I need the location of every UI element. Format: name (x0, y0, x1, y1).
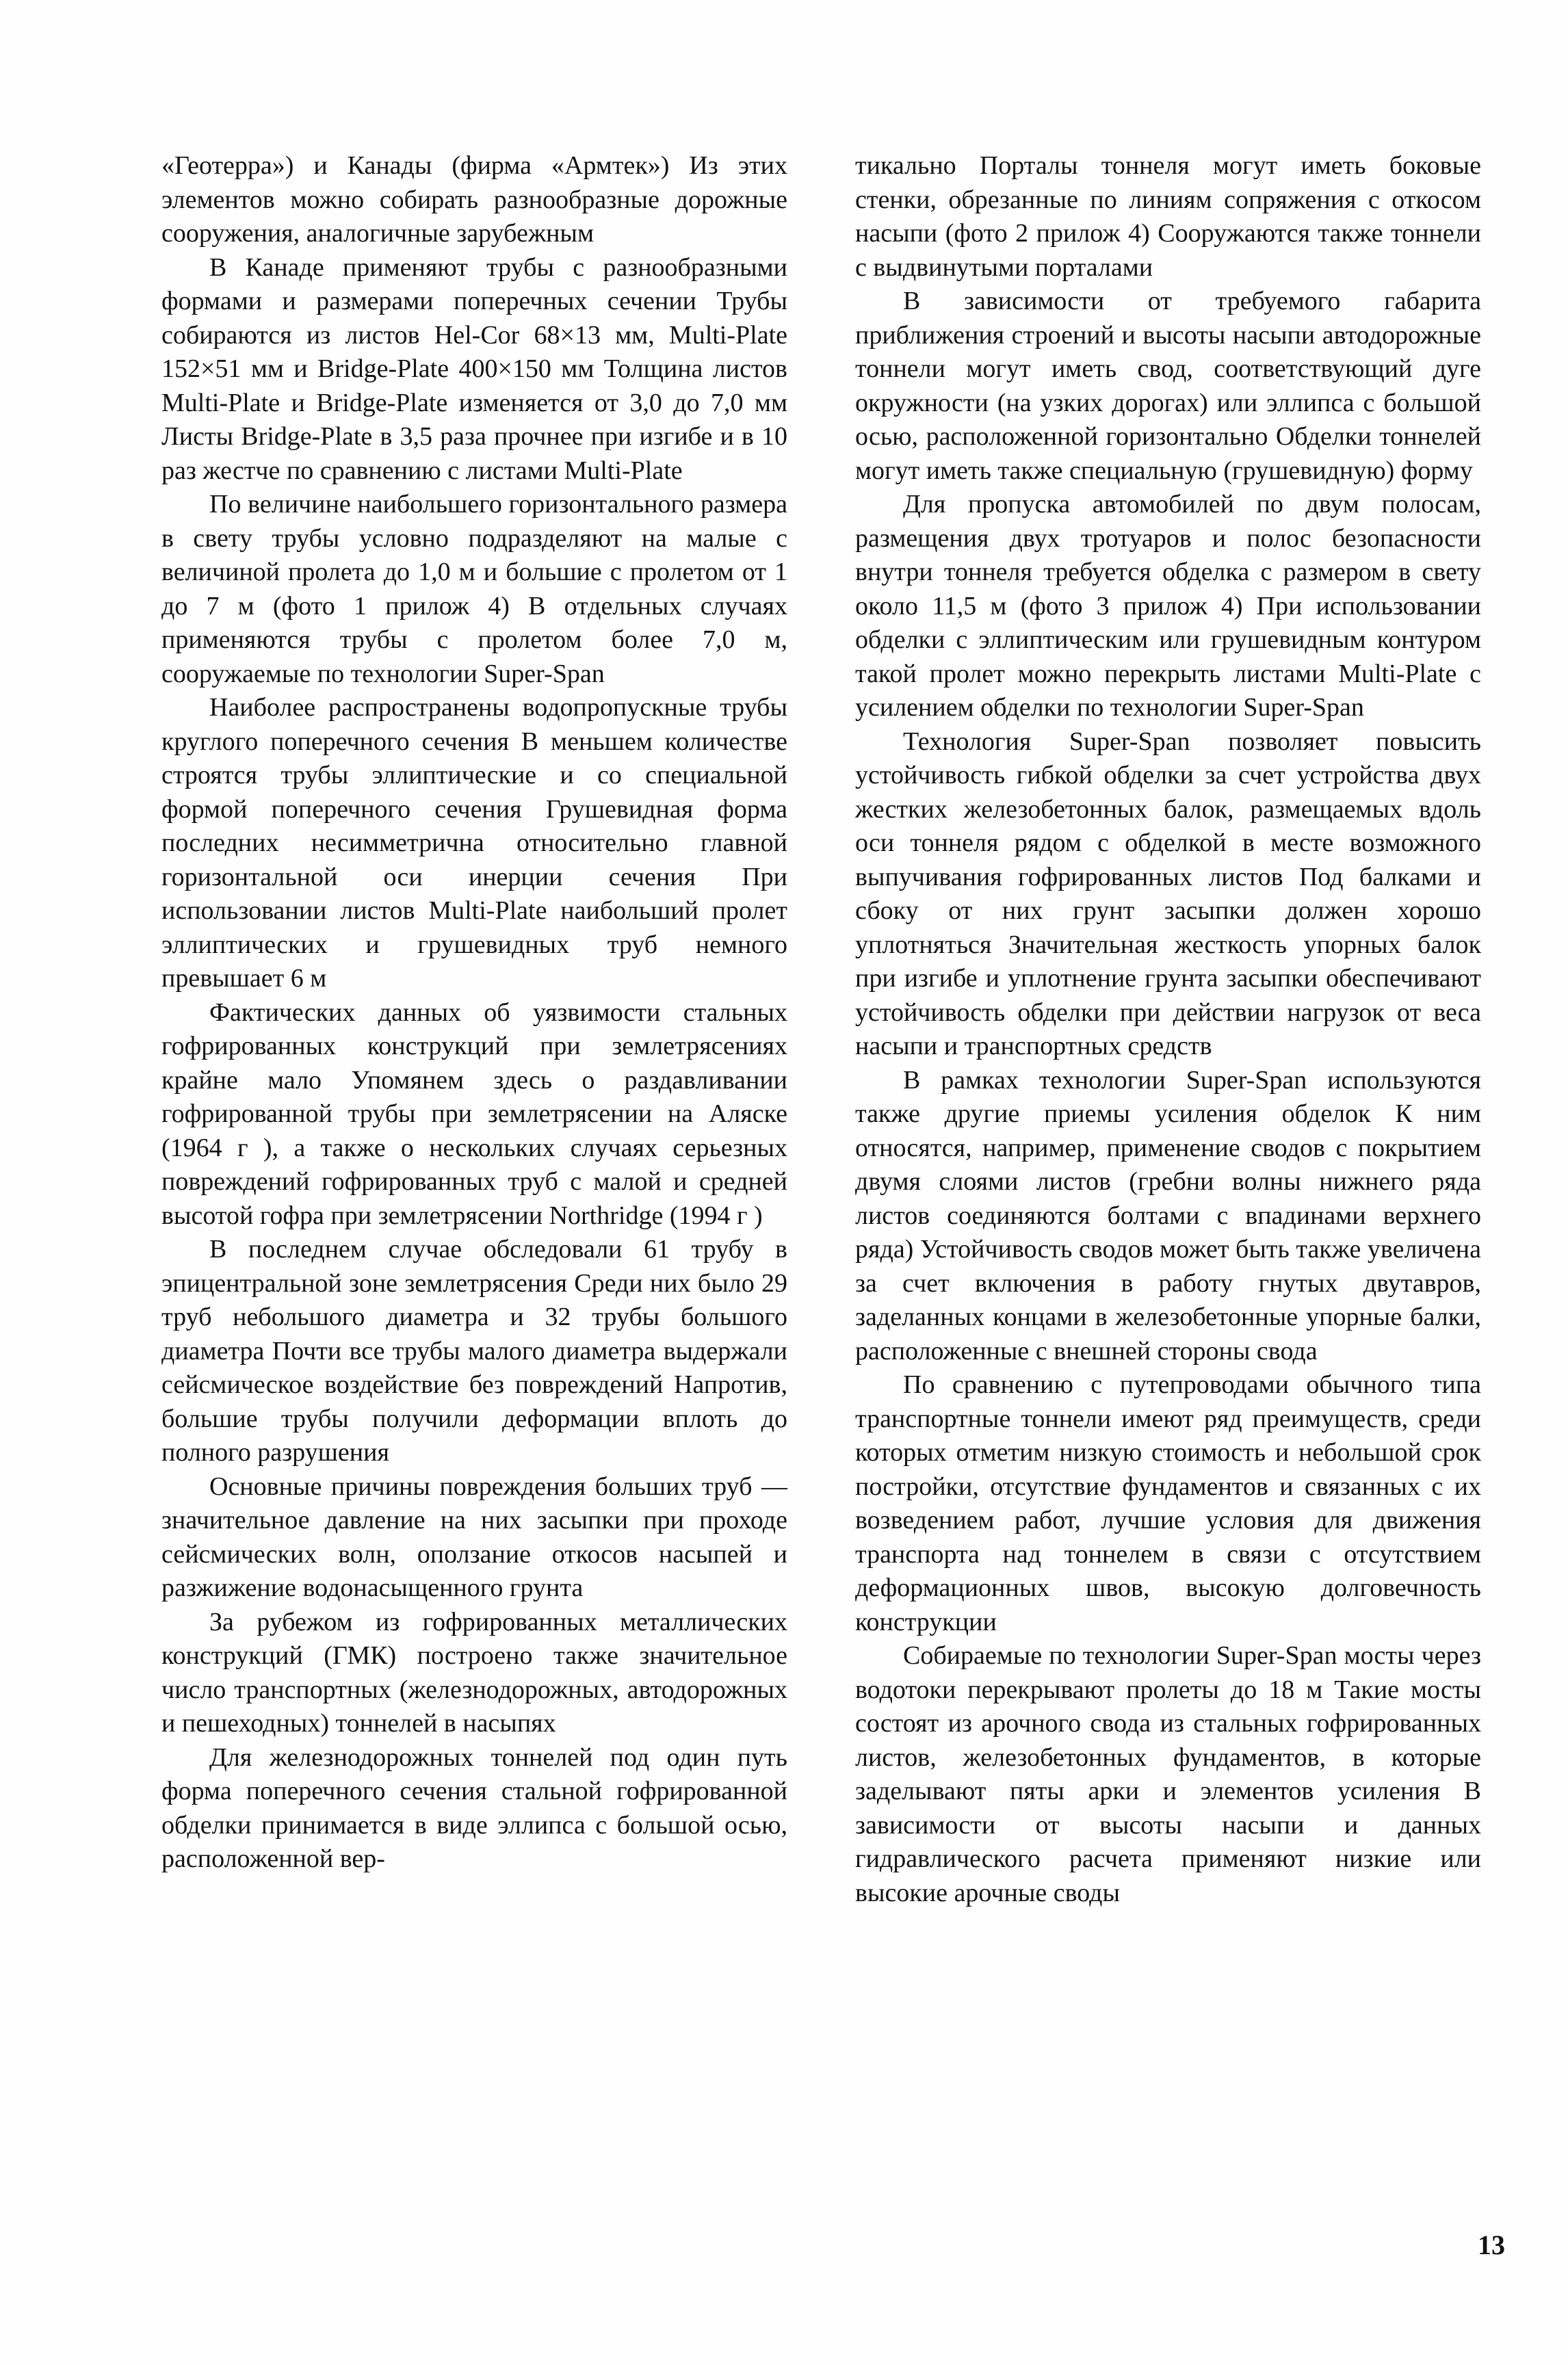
paragraph: За рубежом из гофрированных металлических конструкций (ГМК) построено также значительное число транспортных (железнодорожных, автодорожных и пешеходных) тоннелей в насыпях (161, 1607, 787, 1738)
page-number: 13 (1478, 2230, 1505, 2260)
left-text-column (161, 149, 787, 1877)
paragraph: В зависимости от требуемого габарита приближения строений и высоты насыпи автодорожные тоннели могут иметь свод, соответствующий дуге окружности (на узких дорогах) или эллипса с большой осью, расположенной горизонтально Обделки тоннелей могут иметь также специальную (грушевидную) форму (855, 287, 1481, 485)
paragraph: Фактических данных об уязвимости стальных гофрированных конструкций при землетрясениях крайне мало Упомянем здесь о раздавливании гофрированной трубы при землетрясении на Аляске (1964 г ), а также о нескольких случаях серьезных повреждений гофрированных труб с малой и средней высотой гофра при землетрясении Northridge (1994 г ) (161, 997, 787, 1230)
right-text-column (855, 149, 1481, 1910)
paragraph-continuation: «Геотерра») и Канады (фирма «Армтек») Из этих элементов можно собирать разнообразные дорожные сооружения, аналогичные зарубежным (161, 151, 787, 248)
paragraph: В Канаде применяют трубы с разнообразными формами и размерами поперечных сечении Трубы собираются из листов Hel-Cor 68×13 мм, Multi-Plate 152×51 мм и Bridge-Plate 400×150 мм Толщина листов Multi-Plate и Bridge-Plate изменяется от 3,0 до 7,0 мм Листы Bridge-Plate в 3,5 раза прочнее при изгибе и в 10 раз жестче по сравнению с листами Multi-Plate (161, 252, 787, 485)
paragraph: Собираемые по технологии Super-Span мосты через водотоки перекрывают пролеты до 18 м Такие мосты состоят из арочного свода из стальных гофрированных листов, железобетонных фундаментов, в которые заделывают пяты арки и элементов усиления В зависимости от высоты насыпи и данных гидравлического расчета применяют низкие или высокие арочные своды (855, 1641, 1481, 1907)
paragraph: В рамках технологии Super-Span используются также другие приемы усиления обделок К ним относятся, например, применение сводов с покрытием двумя слоями листов (гребни волны нижнего ряда листов соединяются болтами с впадинами верхнего ряда) Устойчивость сводов может быть также увеличена за счет включения в работу гнутых двутавров, заделанных концами в железобетонные упорные балки, расположенные с внешней стороны свода (855, 1065, 1481, 1366)
paragraph: Наиболее распространены водопропускные трубы круглого поперечного сечения В меньшем количестве строятся трубы эллиптические и со специальной формой поперечного сечения Грушевидная форма последних несимметрична относительно главной горизонтальной оси инерции сечения При использовании листов Multi-Plate наибольший пролет эллиптических и грушевидных труб немного превышает 6 м (161, 693, 787, 993)
paragraph: Основные причины повреждения больших труб — значительное давление на них засыпки при проходе сейсмических волн, оползание откосов насыпей и разжижение водонасыщенного грунта (161, 1472, 787, 1602)
paragraph: В последнем случае обследовали 61 трубу в эпицентральной зоне землетрясения Среди них было 29 труб небольшого диаметра и 32 трубы большого диаметра Почти все трубы малого диаметра выдержали сейсмическое воздействие без повреждений Напротив, большие трубы получили деформации вплоть до полного разрушения (161, 1235, 787, 1467)
paragraph-continuation: тикально Порталы тоннеля могут иметь боковые стенки, обрезанные по линиям сопряжения с откосом насыпи (фото 2 прилож 4) Сооружаются также тоннели с выдвинутыми порталами (855, 151, 1481, 282)
paragraph: По величине наибольшего горизонтального размера в свету трубы условно подразделяют на малые с величиной пролета до 1,0 м и большие с пролетом от 1 до 7 м (фото 1 прилож 4) В отдельных случаях применяются трубы с пролетом более 7,0 м, сооружаемые по технологии Super-Span (161, 490, 787, 688)
paragraph: Для железнодорожных тоннелей под один путь форма поперечного сечения стальной гофрированной обделки принимается в виде эллипса с большой осью, расположенной вер- (161, 1742, 787, 1873)
paragraph: Для пропуска автомобилей по двум полосам, размещения двух тротуаров и полос безопасности внутри тоннеля требуется обделка с размером в свету около 11,5 м (фото 3 прилож 4) При использовании обделки с эллиптическим или грушевидным контуром такой пролет можно перекрыть листами Multi-Plate с усилением обделки по технологии Super-Span (855, 490, 1481, 722)
paragraph: По сравнению с путепроводами обычного типа транспортные тоннели имеют ряд преимуществ, среди которых отметим низкую стоимость и небольшой срок постройки, отсутствие фундаментов и связанных с их возведением работ, лучшие условия для движения транспорта над тоннелем в связи с отсутствием деформационных швов, высокую долговечность конструкции (855, 1370, 1481, 1636)
paragraph: Технология Super-Span позволяет повысить устойчивость гибкой обделки за счет устройства двух жестких железобетонных балок, размещаемых вдоль оси тоннеля рядом с обделкой в месте возможного выпучивания гофрированных листов Под балками и сбоку от них грунт засыпки должен хорошо уплотняться Значительная жесткость упорных балок при изгибе и уплотнение грунта засыпки обеспечивают устойчивость обделки при действии нагрузок от веса насыпи и транспортных средств (855, 727, 1481, 1060)
